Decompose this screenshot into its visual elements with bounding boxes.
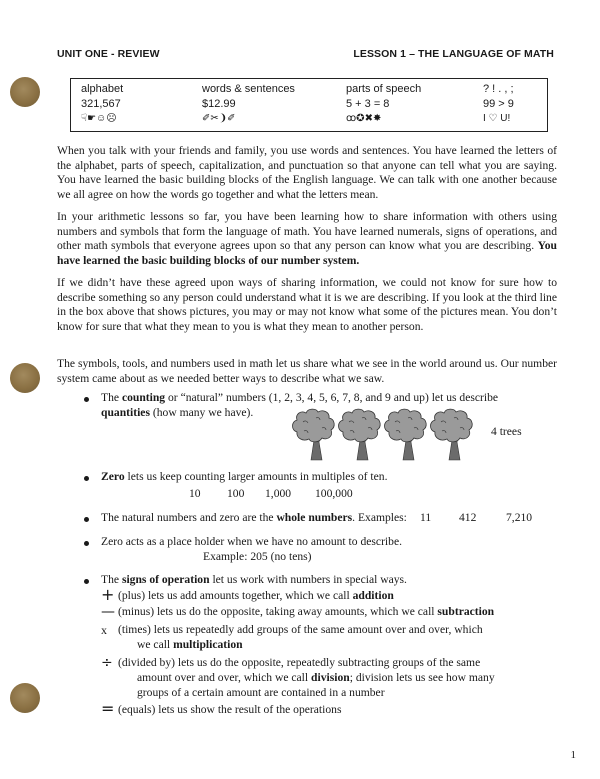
text: we call — [137, 638, 174, 651]
text: (how many we have). — [149, 406, 254, 419]
bullet-dot — [84, 476, 89, 481]
language-box — [70, 78, 548, 132]
divide-line-1: (divided by) lets us do the opposite, repeatedly subtracting groups of the same — [118, 656, 481, 669]
text: amount over and over, which we call — [137, 671, 312, 684]
bold-term: division — [311, 671, 350, 684]
tree-icon — [293, 409, 335, 460]
zero-line — [101, 470, 387, 485]
equals-line: (equals) lets us show the result of the operations — [118, 703, 342, 716]
equals-icon: = — [101, 699, 115, 718]
whole-example: 412 — [459, 511, 477, 524]
box-cell: parts of speech — [346, 83, 422, 95]
text: The — [101, 573, 122, 586]
divide-line-2 — [137, 671, 495, 686]
paragraph-arithmetic — [57, 210, 557, 268]
minus-line — [118, 605, 494, 620]
bold-term: counting — [121, 391, 166, 404]
plus-icon: + — [101, 585, 115, 604]
text: The — [101, 391, 122, 404]
page-number: 1 — [570, 749, 576, 761]
bullet-dot — [84, 397, 89, 402]
placeholder-example: Example: 205 (no tens) — [203, 550, 312, 563]
box-pictograph: ✐✂❩✐ — [202, 113, 236, 124]
box-pictograph: ☟☛☺☹ — [81, 113, 117, 124]
paragraph-bold: You have learned the basic building blocks of our number system. — [57, 239, 557, 267]
bold-term: signs of operation — [121, 573, 210, 586]
text: The natural numbers and zero are the — [101, 511, 277, 524]
zero-example: 10 — [189, 487, 201, 500]
box-pictograph: ꝏ✪✖✸ — [346, 113, 382, 124]
whole-numbers-line — [101, 511, 407, 526]
binder-hole-bottom — [10, 683, 40, 713]
bullet-dot — [84, 579, 89, 584]
text: or “natural” numbers (1, 2, 3, 4, 5, 6, 7, 8, and 9 and up) let us describe — [165, 391, 499, 404]
binder-hole-top — [10, 77, 40, 107]
divide-icon: ÷ — [101, 655, 113, 671]
whole-example: 11 — [420, 511, 432, 524]
box-cell: $12.99 — [202, 98, 236, 110]
counting-line-1 — [101, 391, 498, 406]
times-icon: x — [101, 623, 107, 637]
trees-label: 4 trees — [491, 425, 522, 438]
times-line-2 — [137, 638, 243, 653]
bullet-dot — [84, 517, 89, 522]
box-cell: 99 > 9 — [483, 98, 514, 110]
plus-line — [118, 589, 394, 604]
bold-term: addition — [352, 589, 394, 602]
tree-icon — [431, 409, 473, 460]
bullet-dot — [84, 541, 89, 546]
counting-line-2 — [101, 406, 253, 421]
signs-line — [101, 573, 407, 588]
box-cell: 321,567 — [81, 98, 121, 110]
box-cell: 5 + 3 = 8 — [346, 98, 390, 110]
unit-title: UNIT ONE - REVIEW — [57, 48, 160, 60]
minus-icon: — — [101, 604, 115, 620]
paragraph-text: In your arithmetic lessons so far, you have been learning how to share information with others using numbers and symbols that form the language of math. You have learned numerals, signs of operations, and other math symbols that everyone agrees upon so that any person can know what you are describing. — [57, 210, 557, 253]
whole-example: 7,210 — [506, 511, 533, 524]
divide-line-3: groups of a certain amount are contained in a number — [137, 686, 385, 699]
placeholder-line: Zero acts as a place holder when we have no amount to describe. — [101, 535, 402, 548]
text: (minus) lets us do the opposite, taking away amounts, which we call — [118, 605, 438, 618]
times-line-1: (times) lets us repeatedly add groups of the same amount over and over, which — [118, 623, 483, 636]
lesson-title: LESSON 1 – THE LANGUAGE OF MATH — [353, 48, 554, 60]
text: . Examples: — [352, 511, 407, 524]
text: let us work with numbers in special ways. — [209, 573, 407, 586]
box-cell: ? ! . , ; — [483, 83, 514, 95]
bold-term: whole numbers — [276, 511, 353, 524]
text: lets us keep counting larger amounts in multiples of ten. — [124, 470, 388, 483]
zero-example: 1,000 — [265, 487, 292, 500]
bold-term: multiplication — [173, 638, 243, 651]
bold-term: subtraction — [437, 605, 495, 618]
text: ; division lets us see how many — [349, 671, 495, 684]
trees-illustration — [289, 408, 473, 462]
tree-icon — [339, 409, 381, 460]
zero-example: 100 — [227, 487, 245, 500]
tree-icon — [385, 409, 427, 460]
zero-example: 100,000 — [315, 487, 353, 500]
box-pictograph: I ♡ U! — [483, 113, 511, 124]
binder-hole-middle — [10, 363, 40, 393]
bold-term: quantities — [101, 406, 150, 419]
box-cell: alphabet — [81, 83, 124, 95]
text: (plus) lets us add amounts together, which we call — [118, 589, 353, 602]
paragraph-agreement: If we didn’t have these agreed upon ways of sharing information, we could not know for sure how to describe something so any person could understand what it is we are describing. If you look at the third line in the box above that shows pictures, you may or may not know what some of the pictures mean. You don’t know for sure that what they mean to you is what they mean to another person. — [57, 276, 557, 333]
bold-term: Zero — [101, 470, 125, 483]
paragraph-symbols: The symbols, tools, and numbers used in math let us share what we see in the world around us. Our number system came about as we needed better ways to describe what we saw. — [57, 357, 557, 385]
box-cell: words & sentences — [202, 83, 295, 95]
paragraph-language: When you talk with your friends and family, you use words and sentences. You have learned the letters of the alphabet, parts of speech, capitalization, and punctuation so that anyone can tell what you are saying. You have learned the basic building blocks of the English language. We can talk with one another because we all agree on how the words go together and what the letters mean. — [57, 144, 557, 201]
